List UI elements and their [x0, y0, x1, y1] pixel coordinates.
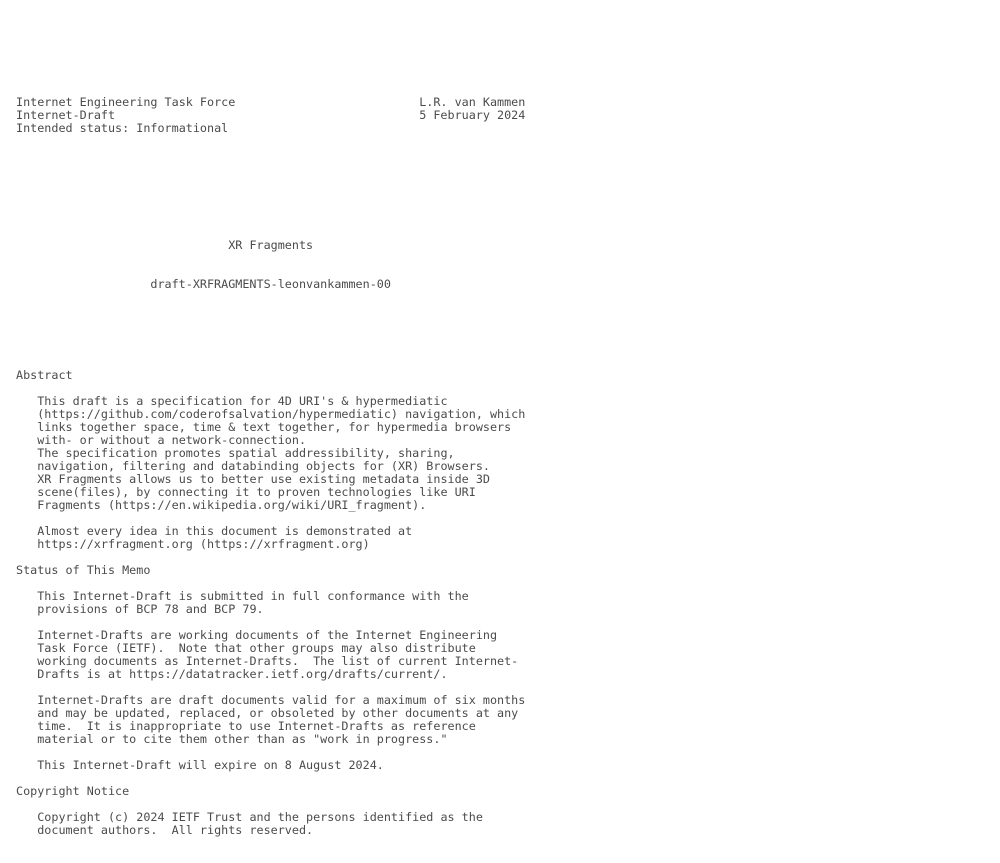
- section-heading: Status of This Memo: [16, 563, 151, 577]
- title-block: [16, 213, 525, 317]
- text-line: Internet-Drafts are draft documents valid for a maximum of six months: [37, 693, 526, 707]
- text-line: Drafts is at https://datatracker.ietf.org/drafts/current/.: [37, 667, 448, 681]
- header-left-text: Internet-Draft: [16, 108, 116, 122]
- header-left-text: Internet Engineering Task Force: [16, 95, 236, 109]
- text-line: working documents as Internet-Drafts. The list of current Internet-: [37, 654, 519, 668]
- text-line: (https://github.com/coderofsalvation/hypermediatic) navigation, which: [37, 407, 526, 421]
- header-left-text: Intended status: Informational: [16, 121, 229, 135]
- text-line: https://xrfragment.org (https://xrfragment.org): [37, 537, 370, 551]
- text-line: Almost every idea in this document is demonstrated at: [37, 524, 413, 538]
- text-line: XR Fragments allows us to better use existing metadata inside 3D: [37, 472, 490, 486]
- text-line: Fragments (https://en.wikipedia.org/wiki/URI_fragment).: [37, 498, 427, 512]
- header-right-text: L.R. van Kammen: [419, 95, 526, 109]
- paragraph: [16, 525, 556, 551]
- text-line: links together space, time & text together, for hypermedia browsers: [37, 420, 512, 434]
- text-line: time. It is inappropriate to use Internet-Drafts as reference: [37, 719, 476, 733]
- header-row: [16, 122, 525, 135]
- header-right-text: 5 February 2024: [419, 108, 526, 122]
- document-header: [16, 96, 525, 135]
- text-line: The specification promotes spatial addressibility, sharing,: [37, 446, 455, 460]
- document-sections: [16, 369, 556, 837]
- text-line: with- or without a network-connection.: [37, 433, 307, 447]
- text-line: and may be updated, replaced, or obsoleted by other documents at any: [37, 706, 519, 720]
- section-heading: Abstract: [16, 368, 73, 382]
- text-line: This Internet-Draft will expire on 8 August 2024.: [37, 758, 384, 772]
- text-line: material or to cite them other than as "work in progress.": [37, 732, 448, 746]
- text-line: scene(files), by connecting it to proven technologies like URI: [37, 485, 476, 499]
- paragraph: [16, 694, 556, 746]
- text-line: Internet-Drafts are working documents of the Internet Engineering: [37, 628, 498, 642]
- internet-draft-page: [16, 57, 556, 863]
- paragraph: [16, 629, 556, 681]
- paragraph: [16, 395, 556, 512]
- text-line: document authors. All rights reserved.: [37, 823, 314, 837]
- document-section: [16, 564, 556, 772]
- document-draft-name: draft-XRFRAGMENTS-leonvankammen-00: [150, 277, 391, 291]
- paragraph: [16, 759, 556, 772]
- text-line: This draft is a specification for 4D URI's & hypermediatic: [37, 394, 448, 408]
- text-line: provisions of BCP 78 and BCP 79.: [37, 602, 264, 616]
- text-line: navigation, filtering and databinding objects for (XR) Browsers.: [37, 459, 490, 473]
- document-title: XR Fragments: [228, 238, 314, 252]
- document-section: [16, 369, 556, 551]
- text-line: This Internet-Draft is submitted in full conformance with the: [37, 589, 469, 603]
- paragraph: [16, 811, 556, 837]
- document-section: [16, 785, 556, 837]
- text-line: Task Force (IETF). Note that other groups may also distribute: [37, 641, 476, 655]
- paragraph: [16, 590, 556, 616]
- text-line: Copyright (c) 2024 IETF Trust and the persons identified as the: [37, 810, 483, 824]
- section-heading: Copyright Notice: [16, 784, 130, 798]
